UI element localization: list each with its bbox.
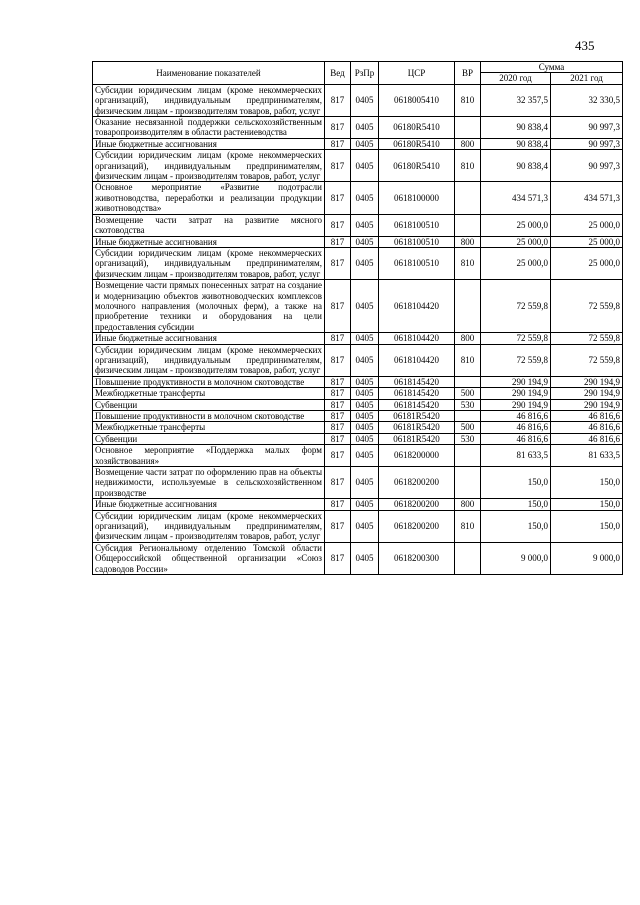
table-row [93,411,623,422]
row-amount-2020: 72 559,8 [481,344,551,376]
row-name: Субсидии юридическим лицам (кроме некоммерческих организаций), индивидуальным предпринимателям, физическим лицам - производителям товаров, работ, услуг [93,344,325,376]
row-name: Субсидии юридическим лицам (кроме некоммерческих организаций), индивидуальным предпринимателям, физическим лицам - производителям товаров, работ, услуг [93,247,325,279]
table-row [93,433,623,444]
row-ved: 817 [325,236,351,247]
row-vr [455,467,481,499]
row-csr: 06180R5410 [379,138,455,149]
row-vr [455,214,481,236]
table-row [93,333,623,344]
row-rzpr: 0405 [351,344,379,376]
row-amount-2020: 72 559,8 [481,280,551,333]
row-amount-2021: 90 997,3 [551,138,623,149]
row-amount-2020: 25 000,0 [481,214,551,236]
row-ved: 817 [325,117,351,139]
row-ved: 817 [325,542,351,574]
row-name: Иные бюджетные ассигнования [93,499,325,510]
row-vr: 810 [455,150,481,182]
row-vr: 810 [455,344,481,376]
row-amount-2021: 25 000,0 [551,236,623,247]
row-ved: 817 [325,422,351,433]
row-ved: 817 [325,411,351,422]
row-vr: 800 [455,499,481,510]
row-amount-2021: 72 559,8 [551,333,623,344]
row-amount-2021: 25 000,0 [551,247,623,279]
row-amount-2021: 150,0 [551,467,623,499]
row-amount-2021: 46 816,6 [551,433,623,444]
row-amount-2021: 46 816,6 [551,422,623,433]
row-csr: 0618100000 [379,182,455,214]
table-row [93,376,623,387]
row-ved: 817 [325,150,351,182]
row-ved: 817 [325,214,351,236]
row-ved: 817 [325,433,351,444]
row-amount-2020: 46 816,6 [481,422,551,433]
header-ved: Вед [325,62,351,85]
row-ved: 817 [325,344,351,376]
row-rzpr: 0405 [351,236,379,247]
row-name: Межбюджетные трансферты [93,388,325,399]
row-csr: 06181R5420 [379,422,455,433]
row-amount-2020: 25 000,0 [481,247,551,279]
row-amount-2020: 25 000,0 [481,236,551,247]
table-row [93,117,623,139]
table-row [93,510,623,542]
row-amount-2020: 290 194,9 [481,388,551,399]
row-csr: 0618145420 [379,388,455,399]
row-name: Субсидии юридическим лицам (кроме некоммерческих организаций), индивидуальным предпринимателям, физическим лицам - производителям товаров, работ, услуг [93,150,325,182]
row-csr: 0618200000 [379,445,455,467]
row-vr: 800 [455,138,481,149]
row-ved: 817 [325,280,351,333]
row-rzpr: 0405 [351,542,379,574]
row-rzpr: 0405 [351,117,379,139]
row-vr: 810 [455,84,481,116]
row-amount-2021: 9 000,0 [551,542,623,574]
row-csr: 06180R5410 [379,117,455,139]
row-name: Субвенции [93,433,325,444]
row-ved: 817 [325,399,351,410]
row-amount-2020: 46 816,6 [481,411,551,422]
row-vr [455,445,481,467]
row-vr [455,411,481,422]
table-row [93,214,623,236]
table-row [93,445,623,467]
row-csr: 06181R5420 [379,433,455,444]
row-csr: 0618104420 [379,344,455,376]
row-ved: 817 [325,138,351,149]
table-row [93,344,623,376]
row-amount-2021: 32 330,5 [551,84,623,116]
row-rzpr: 0405 [351,388,379,399]
row-amount-2020: 150,0 [481,467,551,499]
row-vr: 800 [455,333,481,344]
row-amount-2020: 150,0 [481,510,551,542]
row-csr: 0618200200 [379,510,455,542]
row-name: Повышение продуктивности в молочном скотоводстве [93,411,325,422]
row-amount-2021: 72 559,8 [551,344,623,376]
row-amount-2021: 290 194,9 [551,376,623,387]
row-amount-2021: 290 194,9 [551,399,623,410]
row-rzpr: 0405 [351,376,379,387]
budget-table [92,61,623,575]
row-vr: 530 [455,399,481,410]
table-row [93,150,623,182]
row-ved: 817 [325,388,351,399]
table-row [93,236,623,247]
row-name: Возмещение части затрат по оформлению прав на объекты недвижимости, используемые в сельскохозяйственном производстве [93,467,325,499]
row-name: Иные бюджетные ассигнования [93,236,325,247]
row-ved: 817 [325,333,351,344]
row-ved: 817 [325,467,351,499]
row-rzpr: 0405 [351,510,379,542]
row-rzpr: 0405 [351,280,379,333]
row-name: Иные бюджетные ассигнования [93,333,325,344]
row-csr: 0618100510 [379,236,455,247]
row-name: Оказание несвязанной поддержки сельскохозяйственным товаропроизводителям в области растениеводства [93,117,325,139]
row-amount-2020: 150,0 [481,499,551,510]
row-vr [455,376,481,387]
row-vr: 800 [455,236,481,247]
row-name: Возмещение части прямых понесенных затрат на создание и модернизацию объектов животноводческих комплексов молочного направления (молочных ферм), а также на приобретение техники и оборудования на цели предоставления субсидии [93,280,325,333]
row-rzpr: 0405 [351,411,379,422]
row-rzpr: 0405 [351,138,379,149]
row-ved: 817 [325,84,351,116]
row-rzpr: 0405 [351,467,379,499]
row-amount-2020: 90 838,4 [481,138,551,149]
row-csr: 0618145420 [379,399,455,410]
row-csr: 0618145420 [379,376,455,387]
row-csr: 06181R5420 [379,411,455,422]
table-row [93,138,623,149]
row-name: Возмещение части затрат на развитие мясного скотоводства [93,214,325,236]
row-rzpr: 0405 [351,422,379,433]
row-name: Основное мероприятие «Развитие подотрасли животноводства, переработки и реализации продукции животноводства» [93,182,325,214]
row-csr: 0618104420 [379,333,455,344]
row-amount-2020: 72 559,8 [481,333,551,344]
row-ved: 817 [325,376,351,387]
row-csr: 06180R5410 [379,150,455,182]
row-vr: 500 [455,388,481,399]
table-row [93,247,623,279]
row-ved: 817 [325,247,351,279]
row-csr: 0618200200 [379,499,455,510]
header-year-2020: 2020 год [481,73,551,84]
row-name: Субсидия Региональному отделению Томской области Общероссийской общественной организации «Союз садоводов России» [93,542,325,574]
row-vr: 530 [455,433,481,444]
row-amount-2020: 81 633,5 [481,445,551,467]
row-ved: 817 [325,445,351,467]
row-amount-2020: 90 838,4 [481,150,551,182]
table-row [93,499,623,510]
row-name: Иные бюджетные ассигнования [93,138,325,149]
row-rzpr: 0405 [351,84,379,116]
row-amount-2021: 81 633,5 [551,445,623,467]
page-number: 435 [575,38,595,53]
row-amount-2021: 290 194,9 [551,388,623,399]
table-row [93,467,623,499]
row-vr: 810 [455,510,481,542]
header-csr: ЦСР [379,62,455,85]
table-row [93,399,623,410]
table-row [93,542,623,574]
row-name: Субсидии юридическим лицам (кроме некоммерческих организаций), индивидуальным предпринимателям, физическим лицам - производителям товаров, работ, услуг [93,510,325,542]
row-amount-2021: 25 000,0 [551,214,623,236]
row-name: Субсидии юридическим лицам (кроме некоммерческих организаций), индивидуальным предпринимателям, физическим лицам - производителям товаров, работ, услуг [93,84,325,116]
row-csr: 0618100510 [379,214,455,236]
row-amount-2020: 290 194,9 [481,376,551,387]
row-csr: 0618200300 [379,542,455,574]
row-csr: 0618104420 [379,280,455,333]
row-rzpr: 0405 [351,247,379,279]
row-vr: 500 [455,422,481,433]
row-vr [455,182,481,214]
row-amount-2020: 9 000,0 [481,542,551,574]
row-vr [455,542,481,574]
row-rzpr: 0405 [351,150,379,182]
row-amount-2021: 150,0 [551,510,623,542]
row-rzpr: 0405 [351,433,379,444]
row-csr: 0618005410 [379,84,455,116]
header-rzpr: РзПр [351,62,379,85]
row-amount-2021: 90 997,3 [551,117,623,139]
table-row [93,84,623,116]
row-vr: 810 [455,247,481,279]
row-csr: 0618200200 [379,467,455,499]
row-vr [455,117,481,139]
table-row [93,280,623,333]
table-row [93,388,623,399]
row-name: Субвенции [93,399,325,410]
row-name: Повышение продуктивности в молочном скотоводстве [93,376,325,387]
header-year-2021: 2021 год [551,73,623,84]
row-name: Межбюджетные трансферты [93,422,325,433]
row-ved: 817 [325,499,351,510]
row-ved: 817 [325,182,351,214]
row-amount-2021: 46 816,6 [551,411,623,422]
header-vr: ВР [455,62,481,85]
row-rzpr: 0405 [351,399,379,410]
row-rzpr: 0405 [351,214,379,236]
header-name: Наименование показателей [93,62,325,85]
row-amount-2021: 90 997,3 [551,150,623,182]
table-row [93,422,623,433]
row-ved: 817 [325,510,351,542]
row-amount-2020: 434 571,3 [481,182,551,214]
table-header [93,62,623,85]
row-name: Основное мероприятие «Поддержка малых форм хозяйствования» [93,445,325,467]
header-sum: Сумма [481,62,623,73]
row-rzpr: 0405 [351,333,379,344]
row-csr: 0618100510 [379,247,455,279]
row-amount-2020: 46 816,6 [481,433,551,444]
row-amount-2020: 290 194,9 [481,399,551,410]
row-vr [455,280,481,333]
row-amount-2020: 90 838,4 [481,117,551,139]
table-body [93,84,623,574]
row-amount-2020: 32 357,5 [481,84,551,116]
table-row [93,182,623,214]
row-rzpr: 0405 [351,182,379,214]
row-rzpr: 0405 [351,499,379,510]
row-amount-2021: 150,0 [551,499,623,510]
row-rzpr: 0405 [351,445,379,467]
row-amount-2021: 434 571,3 [551,182,623,214]
row-amount-2021: 72 559,8 [551,280,623,333]
